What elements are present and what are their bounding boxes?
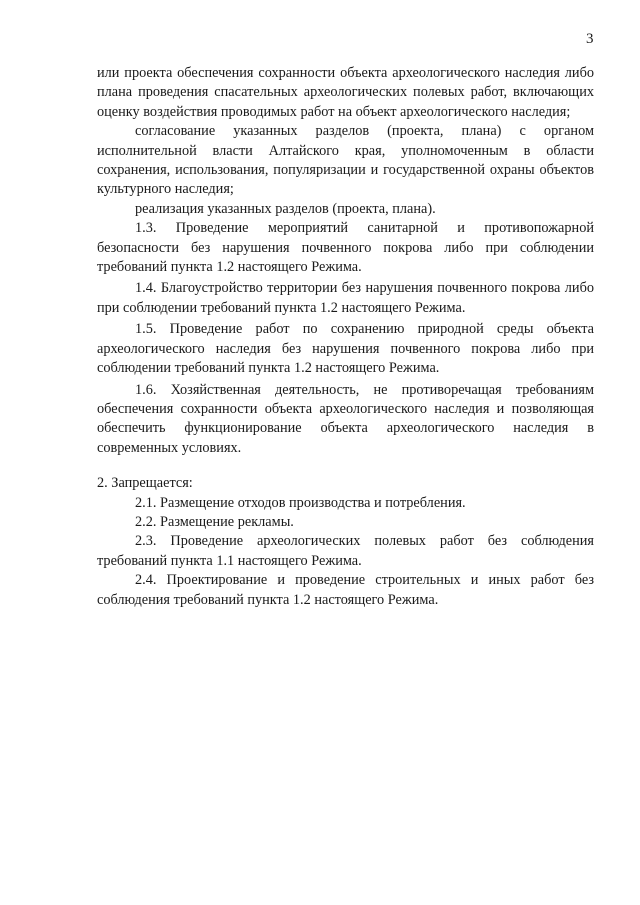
clause-1-6: 1.6. Хозяйственная деятельность, не противоречащая требованиям обеспечения сохранности объекта археологического наследия и позволяющая обеспечить функционирование объекта археологического наследия в современных условиях. bbox=[97, 381, 594, 456]
paragraph: согласование указанных разделов (проекта, плана) с органом исполнительной власти Алтайского края, уполномоченным в области сохранения, использования, популяризации и государственной охраны объектов культурного наследия; bbox=[97, 123, 594, 198]
document-body bbox=[97, 64, 594, 610]
clause-1-5: 1.5. Проведение работ по сохранению природной среды объекта археологического наследия без нарушения почвенного покрова либо при соблюдении требований пункта 1.2 настоящего Режима. bbox=[97, 321, 594, 377]
section-heading: 2. Запрещается: bbox=[97, 475, 193, 492]
clause-1-3: 1.3. Проведение мероприятий санитарной и противопожарной безопасности без нарушения почвенного покрова либо при соблюдении требований пункта 1.2 настоящего Режима. bbox=[97, 220, 594, 276]
clause-2-2: 2.2. Размещение рекламы. bbox=[135, 513, 294, 530]
page-number: 3 bbox=[586, 31, 594, 47]
clause-2-4: 2.4. Проектирование и проведение строительных и иных работ без соблюдения требований пункта 1.2 настоящего Режима. bbox=[97, 572, 594, 608]
clause-2-3: 2.3. Проведение археологических полевых работ без соблюдения требований пункта 1.1 настоящего Режима. bbox=[97, 533, 594, 569]
clause-1-4: 1.4. Благоустройство территории без нарушения почвенного покрова либо при соблюдении требований пункта 1.2 настоящего Режима. bbox=[97, 280, 594, 316]
paragraph: реализация указанных разделов (проекта, плана). bbox=[135, 200, 436, 217]
clause-2-1: 2.1. Размещение отходов производства и потребления. bbox=[135, 494, 466, 511]
paragraph: или проекта обеспечения сохранности объекта археологического наследия либо плана проведения спасательных археологических полевых работ, включающих оценку воздействия проводимых работ на объект археологического наследия; bbox=[97, 65, 594, 120]
